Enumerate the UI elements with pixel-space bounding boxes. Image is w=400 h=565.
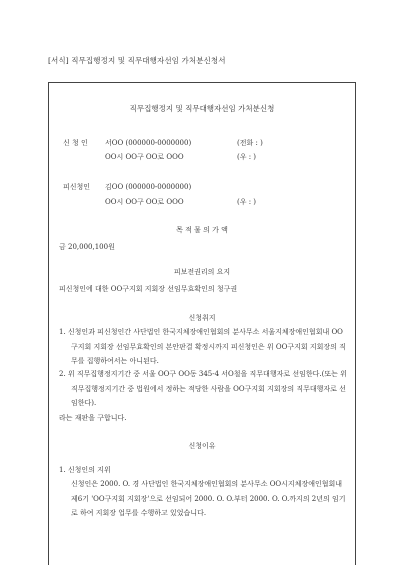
respondent-name-id: 김OO (000000-0000000) [105, 183, 192, 191]
reason-subheading: 1. 신청인의 지위 [59, 466, 111, 474]
purpose-item-1: 1. 신청인과 피신청인간 사단법인 한국지체장애인협회의 분사무소 서울지체장애인협회내 OO구지회 지회장 선임무효확인의 본안판결 확정시까지 피신청인은 위 OO구지회 지회장의 직무를 집행하여서는 아니된다. [59, 328, 346, 365]
applicant-zip: (우 : ) [237, 153, 257, 161]
respondent-zip: (우 : ) [237, 198, 257, 206]
purpose-item-2: 2. 위 직무집행정지기간 중 서울 OO구 OO동 345-4 서O철을 직무대행자로 선임한다.(또는 위 직무집행정지기간 중 법원에서 정하는 적당한 사람을 OO구지회 지회장의 직무대행자로 선임한다). [59, 370, 347, 407]
applicant-address: OO시 OO구 OO로 OOO [105, 153, 184, 161]
claim-value-amount: 금 20,000,100원 [59, 243, 115, 251]
applicant-phone: (전화 : ) [237, 139, 263, 147]
purpose-closing: 라는 재판을 구합니다. [59, 414, 127, 422]
claim-value-heading: 목 적 물 의 가 액 [176, 226, 228, 234]
preserved-right-heading: 피보전권리의 요지 [173, 268, 231, 276]
document-title: 직무집행정지 및 직무대행자선임 가처분신청 [129, 104, 275, 113]
application-form [48, 82, 356, 565]
document-label: [서식] 직무집행정지 및 직무대행자선임 가처분신청서 [48, 56, 226, 65]
reason-text: 신청인은 2000. O. 경 사단법인 한국지체장애인협회의 분사무소 OO시지체장애인협회내 제6기 'OO구지회 지회장'으로 선임되어 2000. O. O.부터 2000. O. O.까지의 2년의 임기로 하여 지회장 업무를 수행하고 있었습니다. [71, 480, 346, 517]
purpose-heading: 신청취지 [188, 314, 216, 322]
respondent-label: 피신청인 [63, 183, 91, 191]
respondent-address: OO시 OO구 OO로 OOO [105, 198, 184, 206]
applicant-name-id: 서OO (000000-0000000) [105, 139, 192, 147]
reason-heading: 신청이유 [188, 442, 216, 450]
preserved-right-text: 피신청인에 대한 OO구지회 지회장 선임무효확인의 청구권 [59, 285, 238, 293]
applicant-label: 신 청 인 [63, 139, 88, 147]
